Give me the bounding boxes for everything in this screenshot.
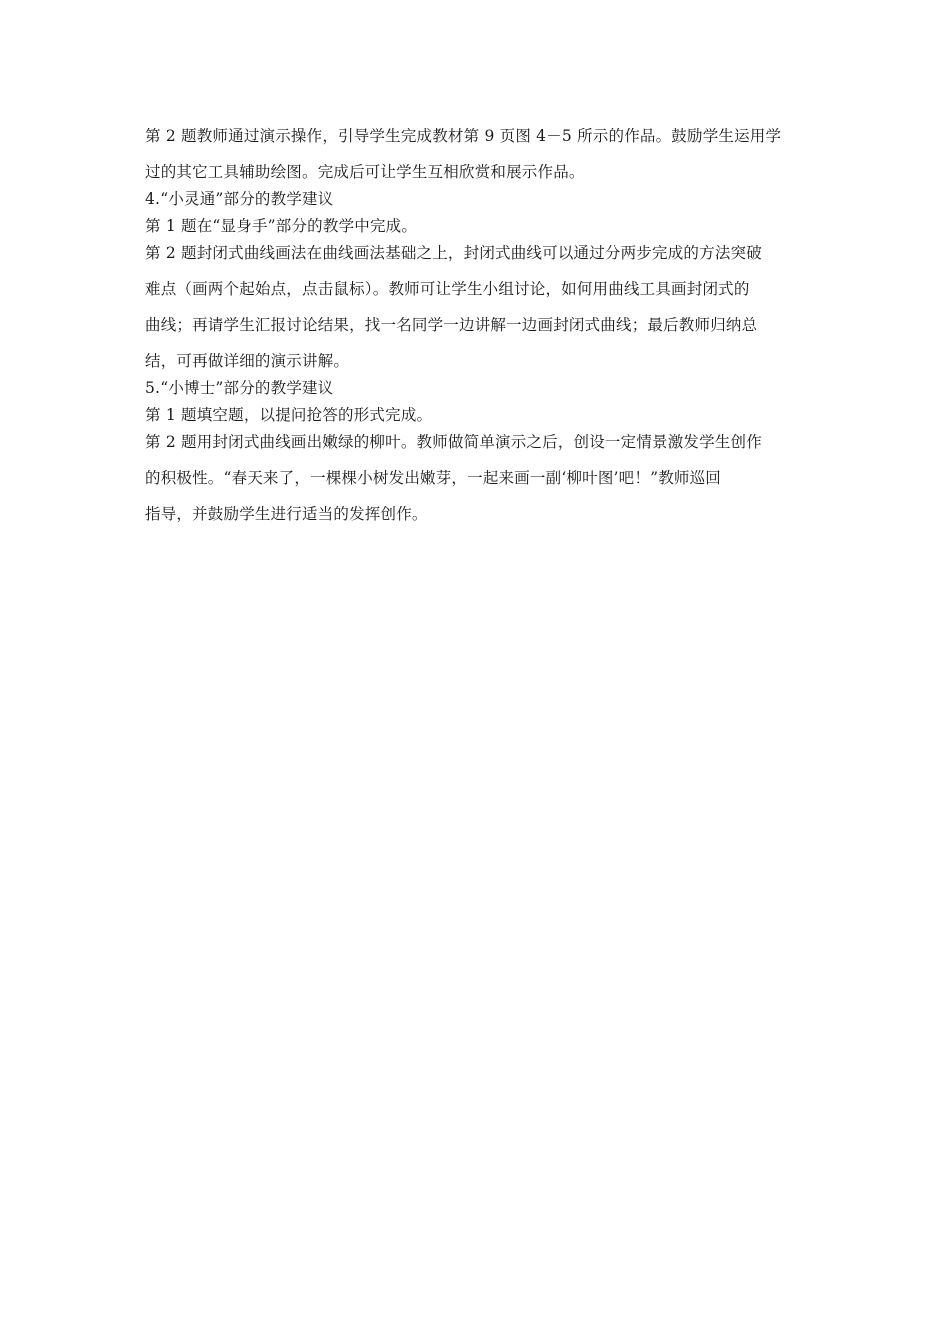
paragraph-line: 第 2 题教师通过演示操作，引导学生完成教材第 9 页图 4－5 所示的作品。鼓励学生运用学 bbox=[145, 127, 782, 145]
paragraph-line: 难点（画两个起始点，点击鼠标）。教师可让学生小组讨论，如何用曲线工具画封闭式的 bbox=[145, 280, 750, 298]
paragraph-line: 结，可再做详细的演示讲解。 bbox=[145, 352, 350, 370]
paragraph-task1-fill-blank: 第 1 题填空题，以提问抢答的形式完成。 bbox=[145, 406, 433, 424]
section-heading-xiaolingtong: 4.“小灵通”部分的教学建议 bbox=[145, 190, 334, 208]
paragraph-line: 的积极性。“春天来了，一棵棵小树发出嫩芽，一起来画一副‘柳叶图’吧！”教师巡回 bbox=[145, 469, 722, 487]
paragraph-task2-closed-curve bbox=[145, 241, 807, 376]
document-page bbox=[145, 124, 807, 529]
paragraph-line: 第 2 题用封闭式曲线画出嫩绿的柳叶。教师做简单演示之后，创设一定情景激发学生创作 bbox=[145, 433, 762, 451]
paragraph-task1-xianshenshou: 第 1 题在“显身手”部分的教学中完成。 bbox=[145, 217, 418, 235]
section-heading-xiaoboshi: 5.“小博士”部分的教学建议 bbox=[145, 379, 334, 397]
paragraph-task2-demo bbox=[145, 124, 807, 187]
paragraph-line: 第 2 题封闭式曲线画法在曲线画法基础之上，封闭式曲线可以通过分两步完成的方法突破 bbox=[145, 244, 762, 262]
paragraph-task2-willow-leaves bbox=[145, 430, 807, 529]
paragraph-line: 曲线；再请学生汇报讨论结果，找一名同学一边讲解一边画封闭式曲线；最后教师归纳总 bbox=[145, 316, 758, 334]
paragraph-line: 指导，并鼓励学生进行适当的发挥创作。 bbox=[145, 505, 428, 523]
paragraph-line: 过的其它工具辅助绘图。完成后可让学生互相欣赏和展示作品。 bbox=[145, 163, 585, 181]
